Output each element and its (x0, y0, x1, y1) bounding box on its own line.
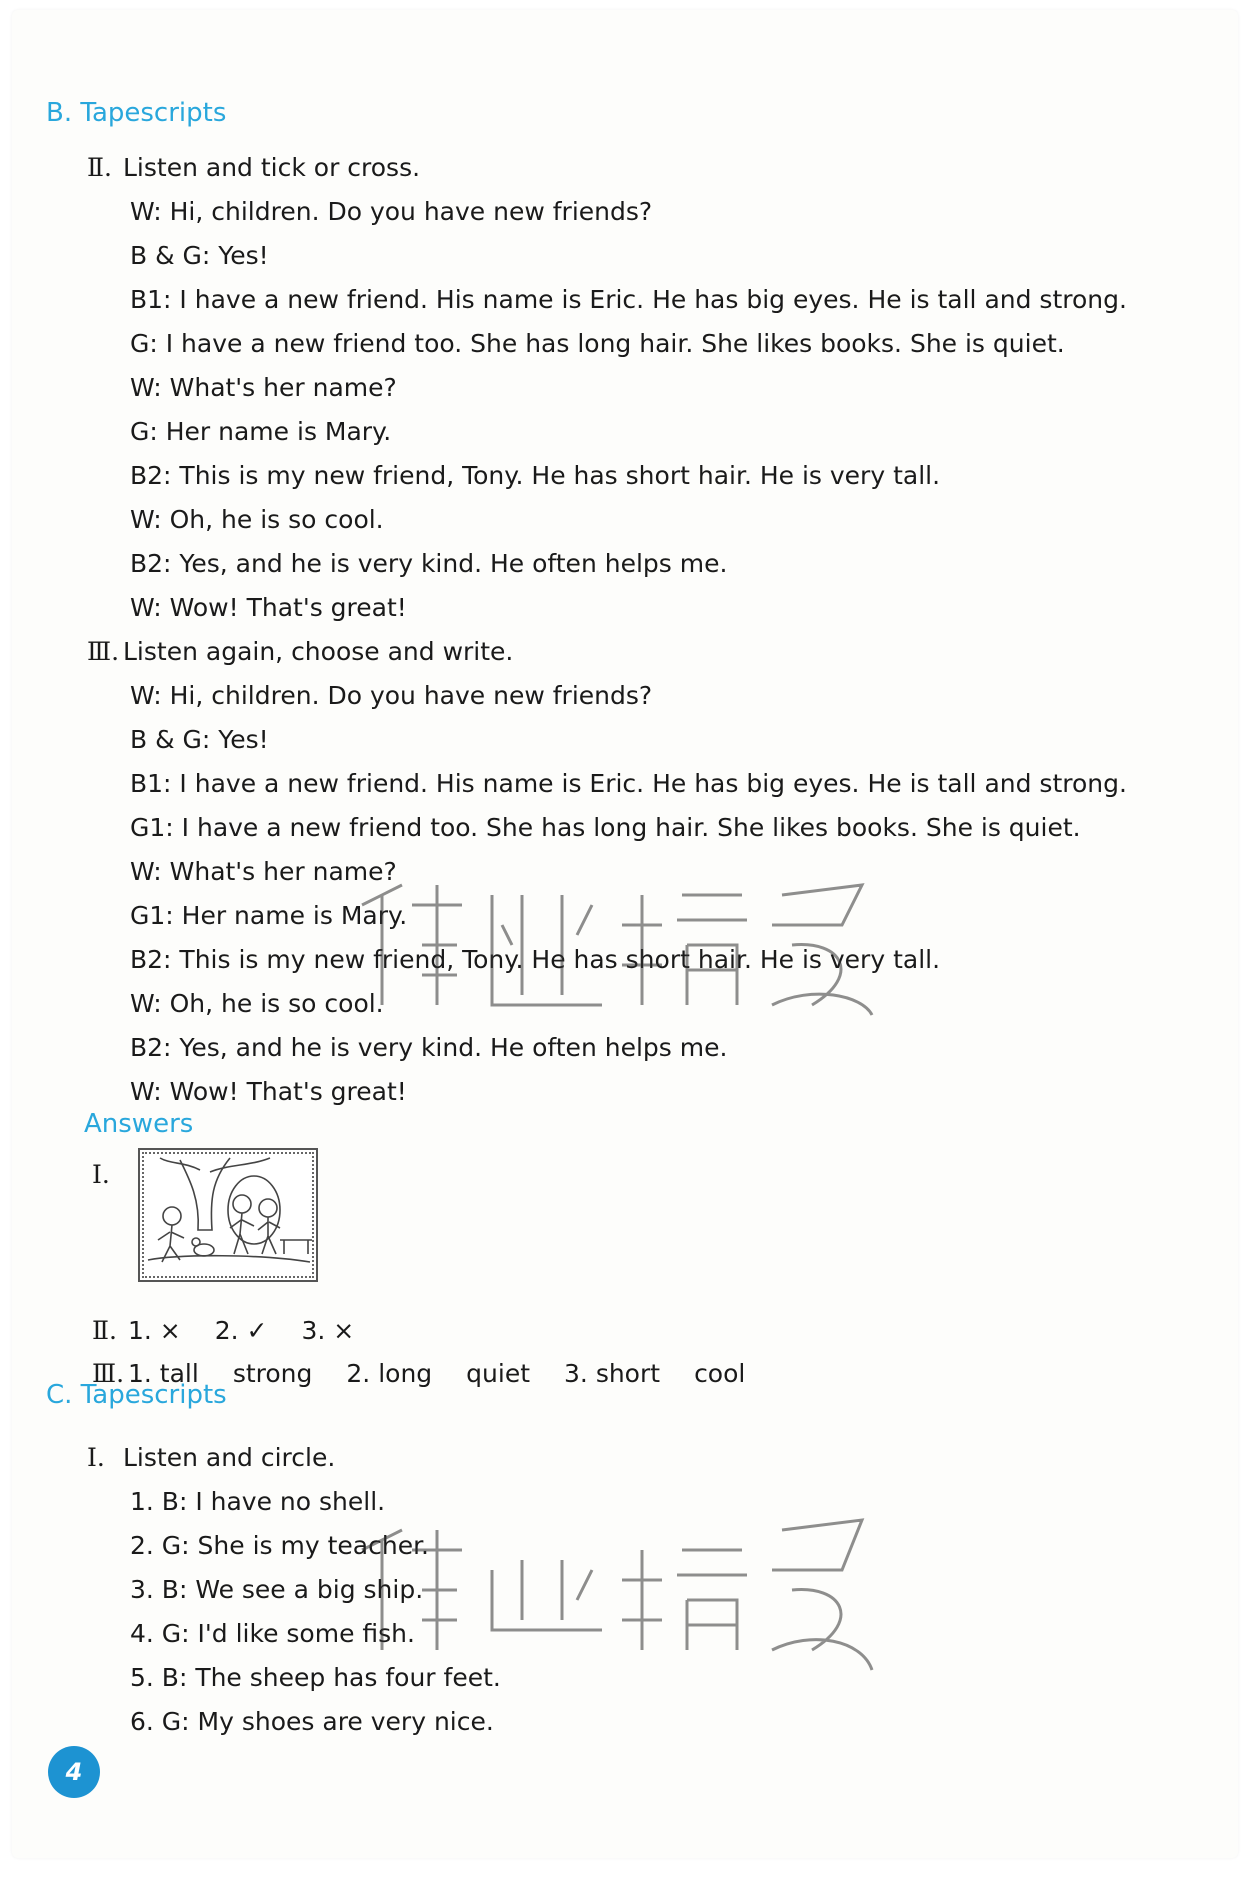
answers-title: Answers (84, 1109, 194, 1139)
dialogue-line: 6. G: My shoes are very nice. (130, 1707, 494, 1736)
answer-item: 2. ✓ (214, 1316, 268, 1345)
dialogue-line: G1: I have a new friend too. She has long hair. She likes books. She is quiet. (130, 813, 1081, 842)
dialogue-line: G: I have a new friend too. She has long hair. She likes books. She is quiet. (130, 329, 1065, 358)
illustration-children-under-tree (138, 1148, 318, 1282)
dialogue-line: W: Oh, he is so cool. (130, 989, 384, 1018)
dialogue-line: 2. G: She is my teacher. (130, 1531, 429, 1560)
dialogue-line: W: What's her name? (130, 373, 397, 402)
dialogue-line: W: What's her name? (130, 857, 397, 886)
dialogue-line: B1: I have a new friend. His name is Eric. He has big eyes. He is tall and strong. (130, 769, 1127, 798)
exercise-c1-heading (87, 1443, 335, 1473)
exercise-3-heading (87, 637, 513, 667)
dialogue-line: B2: This is my new friend, Tony. He has short hair. He is very tall. (130, 945, 941, 974)
dialogue-line: 4. G: I'd like some fish. (130, 1619, 415, 1648)
dialogue-line: B2: Yes, and he is very kind. He often helps me. (130, 1033, 728, 1062)
answer-numeral: Ⅲ. (92, 1359, 125, 1388)
answer-item: cool (694, 1359, 746, 1388)
dialogue-line: W: Hi, children. Do you have new friends? (130, 681, 653, 710)
answer-item: strong (232, 1359, 313, 1388)
answer-2-row (92, 1316, 354, 1345)
page-number-badge: 4 (48, 1746, 100, 1798)
dialogue-line: 5. B: The sheep has four feet. (130, 1663, 501, 1692)
answer-item: 3. × (301, 1316, 355, 1345)
answer-numeral: Ⅱ. (92, 1316, 117, 1345)
dialogue-line: G1: Her name is Mary. (130, 901, 408, 930)
exercise-instruction: Listen again, choose and write. (123, 637, 514, 666)
dialogue-line: W: Hi, children. Do you have new friends? (130, 197, 653, 226)
dialogue-line: W: Wow! That's great! (130, 1077, 407, 1106)
answer-item: quiet (466, 1359, 531, 1388)
exercise-instruction: Listen and tick or cross. (123, 153, 421, 182)
exercise-numeral: Ⅰ. (87, 1443, 105, 1472)
dialogue-line: 1. B: I have no shell. (130, 1487, 386, 1516)
section-c-title: C. Tapescripts (46, 1380, 227, 1410)
exercise-2-heading (87, 153, 420, 183)
exercise-instruction: Listen and circle. (123, 1443, 336, 1472)
dialogue-line: B & G: Yes! (130, 725, 269, 754)
page (12, 10, 1238, 1858)
dialogue-line: B & G: Yes! (130, 241, 269, 270)
exercise-numeral: Ⅱ. (87, 153, 112, 182)
answer-item: 2. long (346, 1359, 433, 1388)
dialogue-line: B1: I have a new friend. His name is Eric. He has big eyes. He is tall and strong. (130, 285, 1127, 314)
exercise-numeral: Ⅲ. (87, 637, 120, 666)
dialogue-line: B2: This is my new friend, Tony. He has short hair. He is very tall. (130, 461, 941, 490)
answer-1-numeral: Ⅰ. (92, 1160, 110, 1189)
dialogue-line: W: Oh, he is so cool. (130, 505, 384, 534)
dialogue-line: W: Wow! That's great! (130, 593, 407, 622)
dialogue-line: 3. B: We see a big ship. (130, 1575, 424, 1604)
children-illustration-image (140, 1150, 316, 1280)
answer-item: 1. × (128, 1316, 181, 1345)
dialogue-line: G: Her name is Mary. (130, 417, 392, 446)
answer-item: 3. short (564, 1359, 661, 1388)
dialogue-line: B2: Yes, and he is very kind. He often helps me. (130, 549, 728, 578)
answer-item: 1. tall (128, 1359, 199, 1388)
section-b-title: B. Tapescripts (46, 98, 227, 128)
